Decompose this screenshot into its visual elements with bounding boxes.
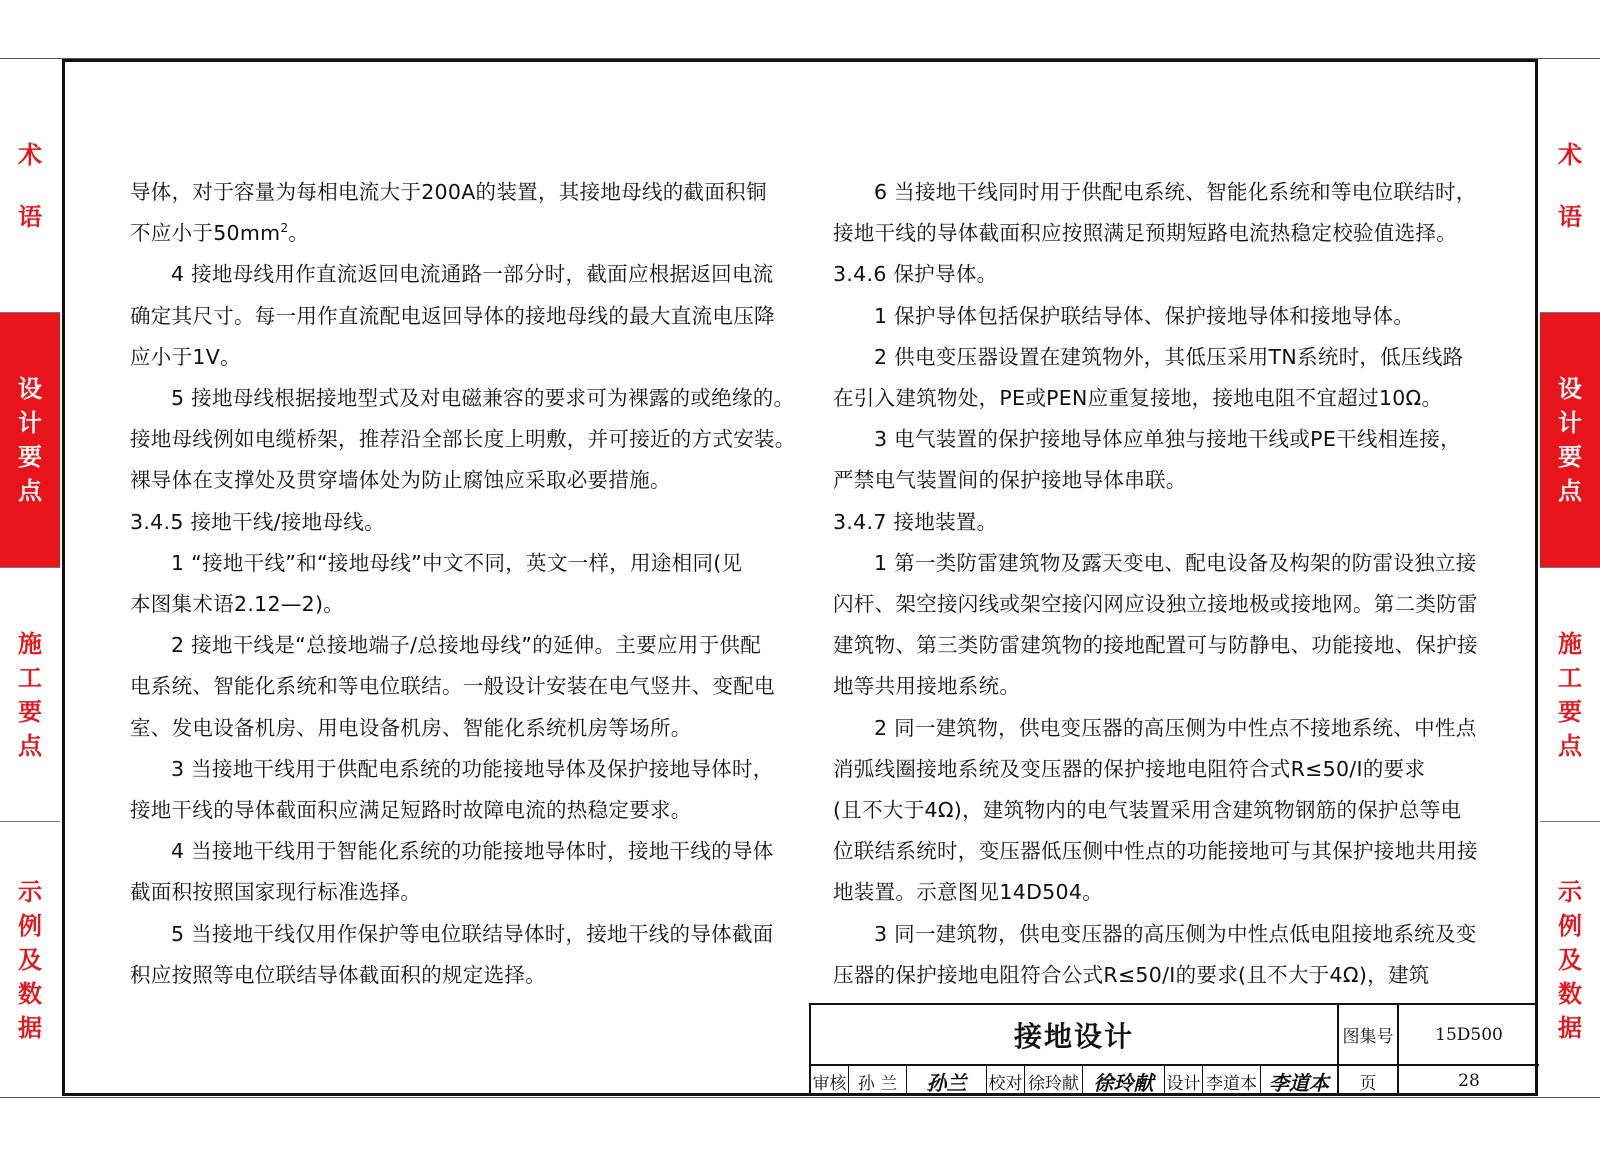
text-line: 2 接地干线是“总接地端子/总接地母线”的延伸。主要应用于供配 <box>171 633 762 658</box>
side-tab-char: 设 <box>18 375 42 403</box>
side-tab-char: 数 <box>18 979 42 1008</box>
text-line: 1 第一类防雷建筑物及露天变电、配电设备及构架的防雷设独立接 <box>874 550 1477 575</box>
side-tab-char: 据 <box>1558 1013 1582 1042</box>
text-line: 闪杆、架空接闪线或架空接闪网应设独立接地极或接地网。第二类防雷 <box>833 592 1478 617</box>
side-tab-terms-char1: 术 <box>18 140 42 169</box>
side-tab-examples-data[interactable] <box>0 822 60 1097</box>
side-tab-terms[interactable] <box>1540 59 1600 312</box>
title-block-sign-row <box>811 1066 1539 1096</box>
side-tab-design-points[interactable] <box>1540 313 1600 567</box>
text-line: 3 电气装置的保护接地导体应单独与接地干线或PE干线相连接， <box>874 427 1461 452</box>
superscript: 2 <box>280 221 289 236</box>
text-line: 本图集术语2.12—2)。 <box>130 592 345 617</box>
side-tab-char: 示 <box>18 877 42 906</box>
side-tab-char: 要 <box>1558 697 1582 726</box>
review-name: 孙 兰 <box>849 1066 907 1096</box>
side-tab-char: 点 <box>18 477 42 505</box>
side-tab-char: 据 <box>18 1013 42 1042</box>
text-line: 3 同一建筑物，供电变压器的高压侧为中性点低电阻接地系统及变 <box>874 921 1477 946</box>
text-line: 2 同一建筑物，供电变压器的高压侧为中性点不接地系统、中性点 <box>874 715 1477 740</box>
side-tab-char: 设 <box>1558 375 1582 403</box>
side-tab-char: 点 <box>1558 477 1582 505</box>
text-line: 建筑物、第三类防雷建筑物的接地配置可与防静电、功能接地、保护接 <box>833 633 1478 658</box>
title-block-header-row <box>811 1005 1539 1066</box>
text-line: 6 当接地干线同时用于供配电系统、智能化系统和等电位联结时， <box>874 180 1477 204</box>
atlas-number-label: 图集号 <box>1339 1005 1399 1064</box>
side-tab-char: 及 <box>18 945 42 974</box>
side-tab-char: 及 <box>1558 945 1582 974</box>
side-tab-terms[interactable] <box>0 59 60 312</box>
design-name: 李道本 <box>1203 1066 1261 1096</box>
text-fragment: 不应小于50mm <box>130 221 281 246</box>
check-signature: 徐玲献 <box>1083 1066 1165 1096</box>
text-line: 压器的保护接地电阻符合公式R≤50/Ⅰ的要求(且不大于4Ω)，建筑 <box>833 962 1430 987</box>
design-signature: 李道本 <box>1261 1066 1339 1096</box>
drawing-title: 接地设计 <box>811 1005 1339 1064</box>
side-tab-char: 计 <box>1558 409 1582 437</box>
page-number: 28 <box>1458 1071 1480 1091</box>
text-line: 接地母线例如电缆桥架，推荐沿全部长度上明敷，并可接近的方式安装。 <box>130 427 796 452</box>
text-line: 3 当接地干线用于供配电系统的功能接地导体及保护接地导体时， <box>171 756 774 781</box>
side-tab-char: 计 <box>18 409 42 437</box>
side-tab-char: 要 <box>18 697 42 726</box>
text-line: 确定其尺寸。每一用作直流配电返回导体的接地母线的最大直流电压降 <box>130 303 775 328</box>
check-name: 徐玲献 <box>1025 1066 1083 1096</box>
side-tab-examples-data[interactable] <box>1540 822 1600 1097</box>
text-line: 地等共用接地系统。 <box>833 674 1021 699</box>
text-line: 积应按照等电位联结导体截面积的规定选择。 <box>130 962 546 987</box>
side-tab-char: 点 <box>18 731 42 760</box>
text-line: 严禁电气装置间的保护接地导体串联。 <box>833 468 1187 493</box>
section-heading: 3.4.5 接地干线/接地母线。 <box>130 509 385 534</box>
side-tab-char: 例 <box>18 911 42 940</box>
side-tab-char: 施 <box>1558 629 1582 658</box>
review-label: 审核 <box>811 1066 849 1096</box>
right-text-column <box>833 172 1478 996</box>
text-line: 电系统、智能化系统和等电位联结。一般设计安装在电气竖井、变配电 <box>130 674 775 699</box>
bottom-rule <box>0 1097 1600 1098</box>
text-line: (且不大于4Ω)，建筑物内的电气装置采用含建筑物钢筋的保护总等电 <box>833 798 1462 823</box>
section-heading: 3.4.6 保护导体。 <box>833 262 998 287</box>
text-line: 1 保护导体包括保护联结导体、保护接地导体和接地导体。 <box>874 303 1415 328</box>
right-side-tabs <box>1540 59 1600 1097</box>
text-line: 5 当接地干线仅用作保护等电位联结导体时，接地干线的导体截面 <box>171 921 774 946</box>
left-text-column <box>130 172 796 996</box>
side-tab-char: 点 <box>1558 731 1582 760</box>
side-tab-terms-char2: 语 <box>18 202 42 231</box>
text-line: 5 接地母线根据接地型式及对电磁兼容的要求可为裸露的或绝缘的。 <box>171 386 795 411</box>
side-tab-construction-points[interactable] <box>1540 568 1600 821</box>
text-line: 接地干线的导体截面积应按照满足预期短路电流热稳定校验值选择。 <box>833 221 1457 246</box>
text-line: 截面积按照国家现行标准选择。 <box>130 880 422 905</box>
side-tab-char: 术 <box>1558 140 1582 169</box>
side-tab-design-points[interactable] <box>0 313 60 567</box>
side-tab-char: 示 <box>1558 877 1582 906</box>
text-line: 位联结系统时，变压器低压侧中性点的功能接地可与其保护接地共用接 <box>833 839 1478 864</box>
side-tab-char: 例 <box>1558 911 1582 940</box>
design-label: 设计 <box>1165 1066 1203 1096</box>
side-tab-char: 要 <box>1558 443 1582 471</box>
side-tab-char: 施 <box>18 629 42 658</box>
text-line: 接地干线的导体截面积应满足短路时故障电流的热稳定要求。 <box>130 798 692 823</box>
side-tab-char: 工 <box>18 663 42 692</box>
side-tab-construction-points[interactable] <box>0 568 60 821</box>
review-signature: 孙兰 <box>907 1066 987 1096</box>
side-tab-char: 要 <box>18 443 42 471</box>
text-line: 室、发电设备机房、用电设备机房、智能化系统机房等场所。 <box>130 715 692 740</box>
text-line: 导体，对于容量为每相电流大于200A的装置，其接地母线的截面积铜 <box>130 180 767 204</box>
text-line: 4 接地母线用作直流返回电流通路一部分时，截面应根据返回电流 <box>171 262 774 287</box>
side-tab-char: 工 <box>1558 663 1582 692</box>
text-line: 在引入建筑物处，PE或PEN应重复接地，接地电阻不宜超过10Ω。 <box>833 386 1443 411</box>
text-line: 1 “接地干线”和“接地母线”中文不同，英文一样，用途相同(见 <box>171 550 743 575</box>
check-label: 校对 <box>987 1066 1025 1096</box>
text-line: 消弧线圈接地系统及变压器的保护接地电阻符合式R≤50/Ⅰ的要求 <box>833 756 1426 781</box>
atlas-number: 15D500 <box>1435 1024 1503 1045</box>
side-tab-char: 语 <box>1558 202 1582 231</box>
left-side-tabs <box>0 59 60 1097</box>
text-fragment: 。 <box>288 221 310 246</box>
title-block <box>809 1003 1537 1096</box>
side-tab-char: 数 <box>1558 979 1582 1008</box>
text-line: 裸导体在支撑处及贯穿墙体处为防止腐蚀应采取必要措施。 <box>130 468 671 493</box>
section-heading: 3.4.7 接地装置。 <box>833 509 998 534</box>
page-label: 页 <box>1339 1066 1399 1096</box>
text-line: 地装置。示意图见14D504。 <box>833 880 1103 905</box>
text-line <box>130 213 780 254</box>
text-line: 2 供电变压器设置在建筑物外，其低压采用TN系统时，低压线路 <box>874 344 1464 369</box>
text-line: 应小于1V。 <box>130 344 241 369</box>
text-line: 4 当接地干线用于智能化系统的功能接地导体时，接地干线的导体 <box>171 839 774 864</box>
